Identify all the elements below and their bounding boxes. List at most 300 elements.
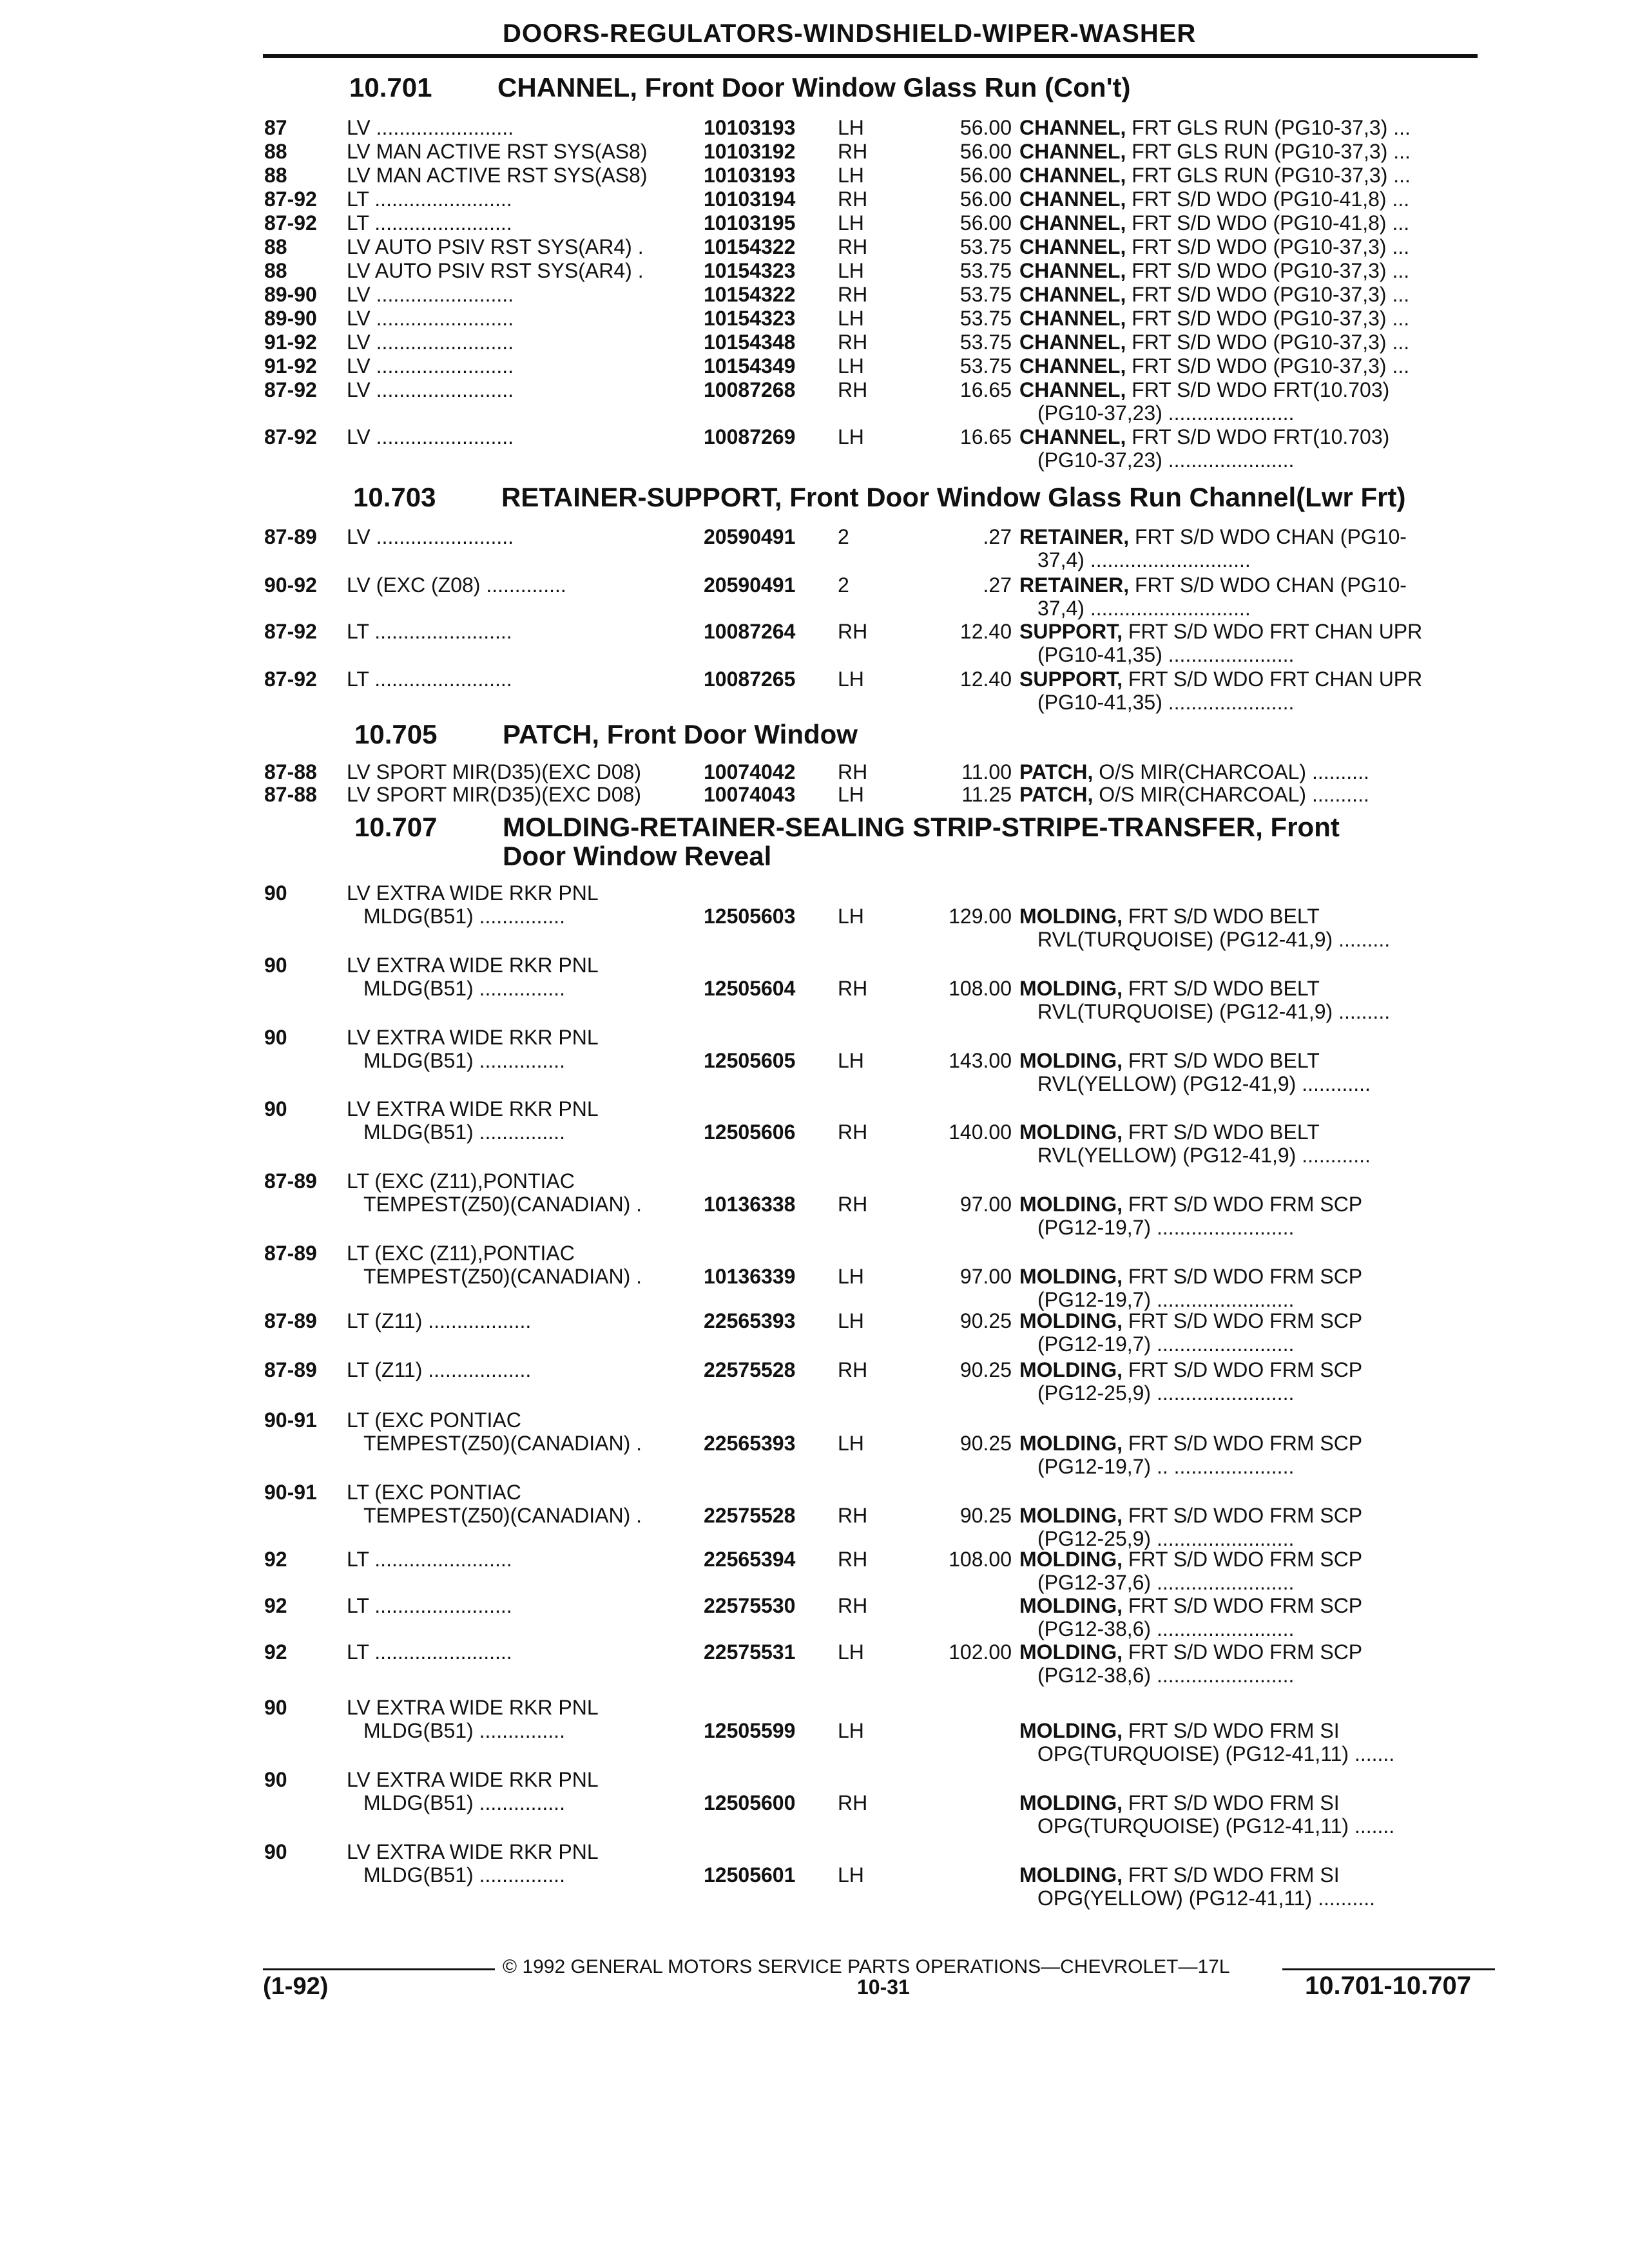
list-price: 97.00 (959, 1193, 1012, 1216)
usage-line-1: LV EXTRA WIDE RKR PNL (347, 1768, 599, 1791)
usage-line-2: MLDG(B51) ............... (363, 1863, 565, 1887)
quantity-side: RH (838, 283, 868, 306)
part-number: 22565393 (704, 1432, 796, 1455)
section-number: 10.703 (353, 482, 436, 512)
usage-line-2: TEMPEST(Z50)(CANADIAN) . (363, 1265, 642, 1288)
usage-description (347, 881, 901, 928)
quantity-side: RH (838, 1504, 868, 1527)
part-number: 10103193 (704, 164, 796, 187)
usage-line-2: MLDG(B51) ............... (363, 1719, 565, 1742)
usage-line-1: LV MAN ACTIVE RST SYS(AS8) (347, 140, 648, 163)
model-years: 89-90 (264, 283, 317, 306)
quantity-side: RH (838, 1120, 868, 1144)
part-name-noun: MOLDING, (1019, 1594, 1123, 1617)
quantity-side: LH (838, 668, 864, 691)
usage-line-1: LV EXTRA WIDE RKR PNL (347, 1097, 599, 1120)
part-name-detail: FRT S/D WDO FRT CHAN UPR (1123, 620, 1423, 643)
part-name-noun: SUPPORT, (1019, 620, 1123, 643)
part-name-detail: FRT S/D WDO CHAN (PG10- (1129, 573, 1407, 597)
part-name-detail: FRT S/D WDO (PG10-37,3) ... (1126, 354, 1410, 378)
part-number: 12505603 (704, 905, 796, 928)
quantity-side: LH (838, 1863, 864, 1887)
quantity-side: LH (838, 905, 864, 928)
part-name-noun: CHANNEL, (1019, 187, 1126, 211)
list-price: 53.75 (959, 235, 1012, 258)
part-number: 22565393 (704, 1309, 796, 1332)
part-number: 10087264 (704, 620, 796, 643)
usage-line-1: LV MAN ACTIVE RST SYS(AS8) (347, 164, 648, 187)
usage-line-1: LV ........................ (347, 331, 514, 354)
part-name (1019, 760, 1490, 783)
part-number: 10074042 (704, 760, 796, 783)
part-name-detail: FRT S/D WDO BELT (1122, 905, 1320, 928)
quantity-side: RH (838, 331, 868, 354)
part-name-detail-2: (PG12-19,7) .. ..................... (1037, 1455, 1295, 1478)
list-price: 90.25 (959, 1504, 1012, 1527)
usage-description (347, 620, 901, 643)
list-price: 53.75 (959, 307, 1012, 330)
usage-line-2: MLDG(B51) ............... (363, 1791, 565, 1814)
model-years: 88 (264, 235, 287, 258)
part-name (1019, 1791, 1490, 1838)
part-name (1019, 1863, 1490, 1910)
part-number: 22575530 (704, 1594, 796, 1617)
usage-line-1: LV AUTO PSIV RST SYS(AR4) . (347, 235, 644, 258)
list-price: .27 (983, 525, 1012, 548)
quantity-side: RH (838, 1791, 868, 1814)
part-number: 10087269 (704, 425, 796, 448)
section-title: CHANNEL, Front Door Window Glass Run (497, 72, 1037, 102)
part-name-detail-2: (PG12-19,7) ........................ (1037, 1288, 1295, 1311)
page-header-title: DOORS-REGULATORS-WINDSHIELD-WIPER-WASHER (503, 19, 1197, 48)
part-name-noun: CHANNEL, (1019, 235, 1126, 258)
usage-description (347, 783, 901, 806)
usage-line-1: LV ........................ (347, 378, 514, 401)
list-price: 56.00 (959, 211, 1012, 235)
model-years: 90 (264, 881, 287, 905)
part-name-detail-2: RVL(TURQUOISE) (PG12-41,9) ......... (1037, 1000, 1391, 1023)
part-number: 12505601 (704, 1863, 796, 1887)
part-name-detail-2: (PG12-19,7) ........................ (1037, 1332, 1295, 1356)
section-title: MOLDING-RETAINER-SEALING STRIP-STRIPE-TRANSFER, Front (503, 812, 1340, 842)
usage-description (347, 1242, 901, 1288)
model-years: 88 (264, 164, 287, 187)
part-name (1019, 783, 1490, 806)
model-years: 92 (264, 1548, 287, 1571)
usage-description (347, 1408, 901, 1455)
section-number: 10.707 (354, 812, 438, 842)
usage-description (347, 1594, 901, 1617)
quantity-side: 2 (838, 525, 849, 548)
part-name (1019, 1265, 1490, 1311)
quantity-side: LH (838, 1719, 864, 1742)
quantity-side: LH (838, 1049, 864, 1072)
part-number: 20590491 (704, 525, 796, 548)
part-name (1019, 164, 1490, 187)
usage-line-1: LV ........................ (347, 283, 514, 306)
model-years: 90-91 (264, 1408, 317, 1432)
list-price: 56.00 (959, 116, 1012, 139)
usage-description (347, 1481, 901, 1527)
model-years: 90-92 (264, 573, 317, 597)
part-name (1019, 259, 1490, 282)
list-price: 11.25 (961, 783, 1012, 806)
part-name-detail: FRT S/D WDO FRM SCP (1122, 1309, 1363, 1332)
part-name (1019, 1504, 1490, 1550)
part-name (1019, 140, 1490, 163)
list-price: 53.75 (959, 354, 1012, 378)
part-name-detail-2: 37,4) ............................ (1037, 597, 1251, 620)
quantity-side: LH (838, 259, 864, 282)
part-name (1019, 378, 1490, 425)
list-price: 12.40 (959, 620, 1012, 643)
part-name (1019, 354, 1490, 378)
model-years: 87-92 (264, 425, 317, 448)
usage-description (347, 425, 901, 448)
part-number: 10103194 (704, 187, 796, 211)
list-price: 56.00 (959, 187, 1012, 211)
usage-description (347, 283, 901, 306)
quantity-side: 2 (838, 573, 849, 597)
model-years: 87-89 (264, 1309, 317, 1332)
part-name-detail: FRT S/D WDO (PG10-37,3) ... (1126, 259, 1410, 282)
model-years: 90 (264, 1768, 287, 1791)
part-name-detail: FRT S/D WDO FRT(10.703) (1126, 425, 1390, 448)
list-price: .27 (983, 573, 1012, 597)
part-name-detail-2: (PG10-41,35) ...................... (1037, 643, 1295, 666)
part-name-noun: CHANNEL, (1019, 116, 1126, 139)
usage-description (347, 354, 901, 378)
part-number: 10136338 (704, 1193, 796, 1216)
list-price: 56.00 (959, 164, 1012, 187)
model-years: 87-92 (264, 378, 317, 401)
part-number: 12505600 (704, 1791, 796, 1814)
part-name-noun: CHANNEL, (1019, 259, 1126, 282)
usage-line-1: LV (EXC (Z08) .............. (347, 573, 566, 597)
part-number: 20590491 (704, 573, 796, 597)
quantity-side: RH (838, 1193, 868, 1216)
part-name (1019, 425, 1490, 472)
part-name-detail: FRT S/D WDO FRT CHAN UPR (1123, 668, 1423, 691)
part-name-noun: MOLDING, (1019, 1265, 1123, 1288)
list-price: 90.25 (959, 1309, 1012, 1332)
model-years: 90 (264, 1026, 287, 1049)
model-years: 87-88 (264, 760, 317, 783)
section-heading (353, 482, 1406, 513)
list-price: 129.00 (949, 905, 1012, 928)
part-name (1019, 1049, 1490, 1095)
part-name-detail: FRT S/D WDO FRM SCP (1122, 1358, 1363, 1381)
usage-line-1: LT ........................ (347, 1548, 512, 1571)
part-name-detail: FRT S/D WDO FRM SCP (1122, 1265, 1363, 1288)
usage-description (347, 1358, 901, 1381)
model-years: 87 (264, 116, 287, 139)
usage-description (347, 235, 901, 258)
footer-rule-right (1282, 1968, 1495, 1970)
model-years: 87-92 (264, 620, 317, 643)
usage-description (347, 573, 901, 597)
part-name (1019, 525, 1490, 572)
footer-copyright: © 1992 GENERAL MOTORS SERVICE PARTS OPERATIONS—CHEVROLET—17L (503, 1956, 1230, 1977)
model-years: 87-89 (264, 525, 317, 548)
part-name (1019, 977, 1490, 1023)
part-name-detail-2: (PG10-37,23) ...................... (1037, 448, 1295, 472)
usage-line-1: LV EXTRA WIDE RKR PNL (347, 1026, 599, 1049)
usage-line-1: LT (Z11) .................. (347, 1358, 532, 1381)
section-continued: (Con't) (1044, 72, 1131, 102)
part-name-detail: FRT S/D WDO (PG10-37,3) ... (1126, 331, 1410, 354)
usage-line-1: LT (EXC PONTIAC (347, 1481, 521, 1504)
footer-rule-left (263, 1968, 495, 1970)
part-number: 10154323 (704, 259, 796, 282)
part-number: 22565394 (704, 1548, 796, 1571)
usage-description (347, 211, 901, 235)
usage-line-1: LT ........................ (347, 620, 512, 643)
part-name-noun: MOLDING, (1019, 1504, 1123, 1527)
model-years: 91-92 (264, 354, 317, 378)
usage-description (347, 1696, 901, 1742)
section-number: 10.705 (354, 719, 438, 749)
usage-description (347, 187, 901, 211)
part-name-detail-2: (PG12-25,9) ........................ (1037, 1381, 1295, 1405)
part-name-noun: CHANNEL, (1019, 164, 1126, 187)
part-number: 22575528 (704, 1504, 796, 1527)
usage-description (347, 668, 901, 691)
list-price: 11.00 (961, 760, 1012, 783)
part-name-detail: O/S MIR(CHARCOAL) .......... (1093, 783, 1369, 806)
part-name (1019, 620, 1490, 666)
part-name-noun: RETAINER, (1019, 573, 1130, 597)
section-title: PATCH, Front Door Window (503, 719, 858, 749)
usage-line-1: LV EXTRA WIDE RKR PNL (347, 1840, 599, 1863)
quantity-side: LH (838, 164, 864, 187)
quantity-side: LH (838, 425, 864, 448)
section-heading (354, 812, 1340, 870)
model-years: 87-92 (264, 187, 317, 211)
part-name-noun: RETAINER, (1019, 525, 1130, 548)
part-name-detail-2: RVL(YELLOW) (PG12-41,9) ............ (1037, 1144, 1371, 1167)
usage-line-1: LT (EXC (Z11),PONTIAC (347, 1242, 575, 1265)
usage-description (347, 1548, 901, 1571)
part-name (1019, 283, 1490, 306)
usage-description (347, 259, 901, 282)
part-name-detail: FRT S/D WDO BELT (1122, 1120, 1320, 1144)
model-years: 88 (264, 140, 287, 163)
usage-description (347, 116, 901, 139)
quantity-side: RH (838, 760, 868, 783)
part-name (1019, 1548, 1490, 1594)
part-name (1019, 1432, 1490, 1478)
usage-line-1: LT (EXC PONTIAC (347, 1408, 521, 1432)
part-name-detail: FRT GLS RUN (PG10-37,3) ... (1126, 116, 1411, 139)
part-name-detail: FRT S/D WDO (PG10-41,8) ... (1126, 211, 1410, 235)
usage-line-1: LT ........................ (347, 211, 512, 235)
list-price: 53.75 (959, 283, 1012, 306)
usage-line-2: MLDG(B51) ............... (363, 1049, 565, 1072)
quantity-side: LH (838, 783, 864, 806)
quantity-side: RH (838, 235, 868, 258)
list-price: 53.75 (959, 331, 1012, 354)
part-name-detail-2: (PG10-41,35) ...................... (1037, 691, 1295, 714)
part-name-detail: FRT S/D WDO FRM SCP (1122, 1193, 1363, 1216)
part-name-noun: MOLDING, (1019, 1719, 1123, 1742)
usage-line-1: LT (EXC (Z11),PONTIAC (347, 1169, 575, 1193)
list-price: 102.00 (949, 1640, 1012, 1664)
part-number: 10103195 (704, 211, 796, 235)
part-name (1019, 211, 1490, 235)
part-name-detail: FRT S/D WDO (PG10-41,8) ... (1126, 187, 1410, 211)
footer-section-range: 10.701-10.707 (1305, 1972, 1472, 2000)
section-title: RETAINER-SUPPORT, Front Door Window Glass Run Channel(Lwr Frt) (501, 482, 1406, 512)
list-price: 108.00 (949, 1548, 1012, 1571)
footer-date: (1-92) (263, 1973, 329, 2000)
part-name (1019, 1358, 1490, 1405)
usage-line-2: TEMPEST(Z50)(CANADIAN) . (363, 1193, 642, 1216)
part-number: 12505606 (704, 1120, 796, 1144)
model-years: 87-89 (264, 1358, 317, 1381)
section-heading (354, 719, 858, 750)
usage-line-1: LV AUTO PSIV RST SYS(AR4) . (347, 259, 644, 282)
quantity-side: LH (838, 1265, 864, 1288)
usage-description (347, 307, 901, 330)
part-name-detail-2: OPG(YELLOW) (PG12-41,11) .......... (1037, 1887, 1375, 1910)
part-name-noun: PATCH, (1019, 760, 1094, 783)
part-name-detail: O/S MIR(CHARCOAL) .......... (1093, 760, 1369, 783)
part-number: 10154349 (704, 354, 796, 378)
quantity-side: LH (838, 1432, 864, 1455)
list-price: 53.75 (959, 259, 1012, 282)
usage-line-1: LT ........................ (347, 1594, 512, 1617)
part-name (1019, 235, 1490, 258)
part-name-detail: FRT S/D WDO FRM SCP (1122, 1594, 1363, 1617)
usage-description (347, 378, 901, 401)
part-name-noun: CHANNEL, (1019, 425, 1126, 448)
part-name (1019, 1120, 1490, 1167)
list-price: 16.65 (959, 378, 1012, 401)
part-name-noun: CHANNEL, (1019, 283, 1126, 306)
quantity-side: LH (838, 307, 864, 330)
part-name-detail: FRT S/D WDO FRM SCP (1122, 1548, 1363, 1571)
part-name (1019, 668, 1490, 714)
usage-line-1: LV ........................ (347, 425, 514, 448)
quantity-side: RH (838, 378, 868, 401)
quantity-side: RH (838, 1548, 868, 1571)
usage-line-2: MLDG(B51) ............... (363, 905, 565, 928)
quantity-side: LH (838, 354, 864, 378)
model-years: 90-91 (264, 1481, 317, 1504)
part-name-noun: CHANNEL, (1019, 331, 1126, 354)
model-years: 87-89 (264, 1169, 317, 1193)
part-name (1019, 1193, 1490, 1239)
part-name-noun: CHANNEL, (1019, 140, 1126, 163)
usage-line-1: LV ........................ (347, 116, 514, 139)
usage-line-1: LT ........................ (347, 1640, 512, 1664)
part-number: 22575531 (704, 1640, 796, 1664)
part-name-detail: FRT S/D WDO (PG10-37,3) ... (1126, 283, 1410, 306)
part-number: 12505605 (704, 1049, 796, 1072)
usage-line-1: LV SPORT MIR(D35)(EXC D08) (347, 760, 641, 783)
part-name-detail: FRT S/D WDO CHAN (PG10- (1129, 525, 1407, 548)
footer-page-number: 10-31 (857, 1975, 910, 1999)
part-name (1019, 1719, 1490, 1765)
part-name-noun: CHANNEL, (1019, 211, 1126, 235)
part-name (1019, 1594, 1490, 1640)
list-price: 16.65 (959, 425, 1012, 448)
part-name-detail: FRT S/D WDO FRM SCP (1122, 1432, 1363, 1455)
part-number: 10154348 (704, 331, 796, 354)
part-name-detail: FRT S/D WDO (PG10-37,3) ... (1126, 235, 1410, 258)
list-price: 90.25 (959, 1432, 1012, 1455)
usage-description (347, 954, 901, 1000)
part-name-noun: MOLDING, (1019, 1358, 1123, 1381)
part-name-noun: MOLDING, (1019, 1548, 1123, 1571)
part-name-detail-2: (PG12-19,7) ........................ (1037, 1216, 1295, 1239)
model-years: 88 (264, 259, 287, 282)
list-price: 90.25 (959, 1358, 1012, 1381)
list-price: 143.00 (949, 1049, 1012, 1072)
section-heading (349, 72, 1131, 103)
model-years: 89-90 (264, 307, 317, 330)
usage-description (347, 1640, 901, 1664)
part-name-detail: FRT S/D WDO FRM SCP (1122, 1640, 1363, 1664)
part-number: 10074043 (704, 783, 796, 806)
part-number: 10103193 (704, 116, 796, 139)
quantity-side: RH (838, 187, 868, 211)
part-name (1019, 1309, 1490, 1356)
part-name (1019, 573, 1490, 620)
part-name-noun: MOLDING, (1019, 1193, 1123, 1216)
list-price: 56.00 (959, 140, 1012, 163)
part-name-detail-2: (PG12-38,6) ........................ (1037, 1617, 1295, 1640)
quantity-side: RH (838, 1594, 868, 1617)
usage-description (347, 525, 901, 548)
part-name-noun: MOLDING, (1019, 1309, 1123, 1332)
part-name-detail: FRT S/D WDO FRM SI (1122, 1863, 1340, 1887)
usage-line-1: LV EXTRA WIDE RKR PNL (347, 954, 599, 977)
model-years: 92 (264, 1640, 287, 1664)
usage-line-2: MLDG(B51) ............... (363, 1120, 565, 1144)
part-number: 10087268 (704, 378, 796, 401)
part-name-noun: MOLDING, (1019, 977, 1123, 1000)
part-name-detail: FRT S/D WDO FRT(10.703) (1126, 378, 1390, 401)
usage-line-2: TEMPEST(Z50)(CANADIAN) . (363, 1504, 642, 1527)
part-name-noun: MOLDING, (1019, 905, 1123, 928)
usage-description (347, 331, 901, 354)
model-years: 90 (264, 1097, 287, 1120)
part-name-noun: CHANNEL, (1019, 378, 1126, 401)
usage-line-1: LT (Z11) .................. (347, 1309, 532, 1332)
part-name-detail: FRT S/D WDO BELT (1122, 977, 1320, 1000)
usage-line-1: LV EXTRA WIDE RKR PNL (347, 1696, 599, 1719)
part-name-detail-2: OPG(TURQUOISE) (PG12-41,11) ....... (1037, 1814, 1395, 1838)
header-rule (263, 54, 1478, 58)
model-years: 87-89 (264, 1242, 317, 1265)
part-name-noun: PATCH, (1019, 783, 1094, 806)
usage-line-1: LT ........................ (347, 187, 512, 211)
usage-description (347, 164, 901, 187)
model-years: 87-92 (264, 211, 317, 235)
model-years: 87-92 (264, 668, 317, 691)
part-name (1019, 116, 1490, 139)
list-price: 12.40 (959, 668, 1012, 691)
quantity-side: RH (838, 1358, 868, 1381)
usage-description (347, 1768, 901, 1814)
part-name-detail: FRT S/D WDO FRM SI (1122, 1791, 1340, 1814)
part-number: 10087265 (704, 668, 796, 691)
model-years: 92 (264, 1594, 287, 1617)
quantity-side: RH (838, 977, 868, 1000)
part-number: 10154322 (704, 235, 796, 258)
